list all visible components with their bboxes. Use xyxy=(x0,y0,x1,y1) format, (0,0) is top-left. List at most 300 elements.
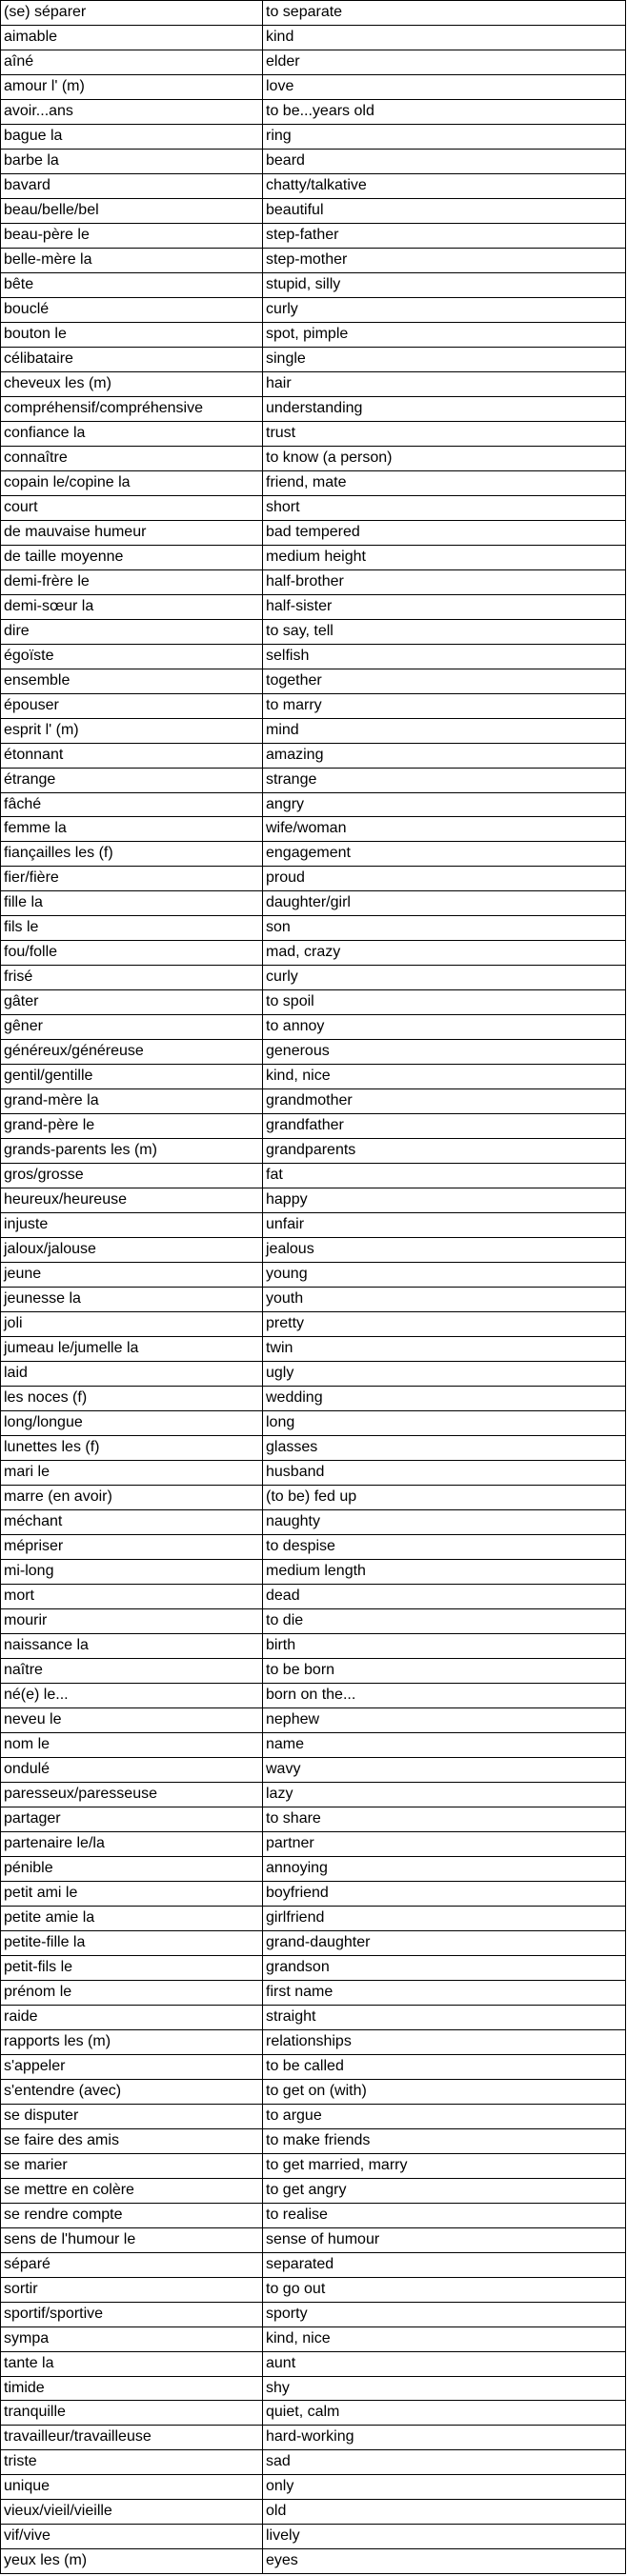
french-term-cell: bague la xyxy=(1,124,263,149)
french-term-cell: prénom le xyxy=(1,1980,263,2005)
english-translation-cell: step-mother xyxy=(263,248,626,272)
english-translation-cell: stupid, silly xyxy=(263,272,626,297)
french-term-cell: connaître xyxy=(1,446,263,470)
table-row xyxy=(1,198,626,223)
table-row xyxy=(1,1164,626,1188)
french-term-cell: lunettes les (f) xyxy=(1,1436,263,1461)
french-term-cell: demi-frère le xyxy=(1,569,263,594)
french-term-cell: sympa xyxy=(1,2326,263,2351)
table-row xyxy=(1,2029,626,2054)
english-translation-cell: daughter/girl xyxy=(263,891,626,916)
table-row xyxy=(1,421,626,446)
table-row xyxy=(1,1263,626,1288)
french-term-cell: petite-fille la xyxy=(1,1930,263,1955)
english-translation-cell: youth xyxy=(263,1288,626,1312)
table-row xyxy=(1,2252,626,2277)
english-translation-cell: kind, nice xyxy=(263,1065,626,1089)
french-term-cell: naissance la xyxy=(1,1633,263,1658)
table-row xyxy=(1,1411,626,1436)
french-term-cell: fiançailles les (f) xyxy=(1,842,263,867)
french-term-cell: se faire des amis xyxy=(1,2128,263,2153)
table-row xyxy=(1,149,626,173)
french-term-cell: aîné xyxy=(1,50,263,74)
english-translation-cell: friend, mate xyxy=(263,470,626,495)
table-row xyxy=(1,1658,626,1683)
french-term-cell: joli xyxy=(1,1312,263,1337)
french-term-cell: jumeau le/jumelle la xyxy=(1,1337,263,1362)
table-row xyxy=(1,1387,626,1411)
table-row xyxy=(1,2376,626,2401)
table-row xyxy=(1,2525,626,2549)
table-row xyxy=(1,891,626,916)
table-row xyxy=(1,1856,626,1881)
english-translation-cell: to share xyxy=(263,1807,626,1831)
english-translation-cell: ring xyxy=(263,124,626,149)
french-term-cell: marre (en avoir) xyxy=(1,1486,263,1510)
english-translation-cell: kind, nice xyxy=(263,2326,626,2351)
english-translation-cell: dead xyxy=(263,1585,626,1609)
table-row xyxy=(1,1707,626,1732)
french-term-cell: belle-mère la xyxy=(1,248,263,272)
english-translation-cell: bad tempered xyxy=(263,520,626,545)
french-term-cell: unique xyxy=(1,2475,263,2500)
table-row xyxy=(1,2426,626,2450)
table-row xyxy=(1,1362,626,1387)
english-translation-cell: relationships xyxy=(263,2029,626,2054)
table-row xyxy=(1,446,626,470)
french-term-cell: fier/fière xyxy=(1,867,263,891)
english-translation-cell: chatty/talkative xyxy=(263,173,626,198)
english-translation-cell: sporty xyxy=(263,2302,626,2326)
english-translation-cell: to separate xyxy=(263,1,626,26)
english-translation-cell: sad xyxy=(263,2450,626,2475)
table-row xyxy=(1,1683,626,1707)
english-translation-cell: half-sister xyxy=(263,594,626,619)
english-translation-cell: to be born xyxy=(263,1658,626,1683)
table-row xyxy=(1,1213,626,1238)
english-translation-cell: unfair xyxy=(263,1213,626,1238)
english-translation-cell: engagement xyxy=(263,842,626,867)
french-term-cell: mi-long xyxy=(1,1560,263,1585)
table-row xyxy=(1,569,626,594)
table-row xyxy=(1,1585,626,1609)
table-row xyxy=(1,2475,626,2500)
english-translation-cell: birth xyxy=(263,1633,626,1658)
english-translation-cell: mad, crazy xyxy=(263,941,626,966)
english-translation-cell: only xyxy=(263,2475,626,2500)
french-term-cell: fâché xyxy=(1,792,263,817)
english-translation-cell: young xyxy=(263,1263,626,1288)
french-term-cell: de taille moyenne xyxy=(1,545,263,569)
french-term-cell: tranquille xyxy=(1,2401,263,2426)
english-translation-cell: hair xyxy=(263,371,626,396)
english-translation-cell: to get married, marry xyxy=(263,2153,626,2178)
french-term-cell: petit-fils le xyxy=(1,1955,263,1980)
table-row xyxy=(1,2128,626,2153)
table-row xyxy=(1,371,626,396)
english-translation-cell: mind xyxy=(263,718,626,743)
table-row xyxy=(1,966,626,990)
table-row xyxy=(1,520,626,545)
french-term-cell: bavard xyxy=(1,173,263,198)
english-translation-cell: jealous xyxy=(263,1238,626,1263)
table-row xyxy=(1,2079,626,2104)
english-translation-cell: to get on (with) xyxy=(263,2079,626,2104)
english-translation-cell: to annoy xyxy=(263,1015,626,1040)
french-term-cell: partager xyxy=(1,1807,263,1831)
french-term-cell: gêner xyxy=(1,1015,263,1040)
table-row xyxy=(1,1633,626,1658)
table-row xyxy=(1,2054,626,2079)
table-row xyxy=(1,2302,626,2326)
english-translation-cell: to argue xyxy=(263,2104,626,2128)
french-term-cell: se mettre en colère xyxy=(1,2178,263,2203)
french-term-cell: généreux/généreuse xyxy=(1,1040,263,1065)
french-term-cell: barbe la xyxy=(1,149,263,173)
french-term-cell: rapports les (m) xyxy=(1,2029,263,2054)
table-row xyxy=(1,1732,626,1757)
english-translation-cell: selfish xyxy=(263,644,626,669)
table-row xyxy=(1,718,626,743)
table-row xyxy=(1,2005,626,2029)
table-row xyxy=(1,74,626,99)
french-term-cell: jaloux/jalouse xyxy=(1,1238,263,1263)
english-translation-cell: to realise xyxy=(263,2203,626,2227)
table-row xyxy=(1,1510,626,1535)
table-row xyxy=(1,2549,626,2574)
english-translation-cell: short xyxy=(263,495,626,520)
table-row xyxy=(1,2351,626,2376)
table-row xyxy=(1,1955,626,1980)
english-translation-cell: son xyxy=(263,916,626,941)
english-translation-cell: single xyxy=(263,347,626,371)
english-translation-cell: to be called xyxy=(263,2054,626,2079)
english-translation-cell: proud xyxy=(263,867,626,891)
french-term-cell: yeux les (m) xyxy=(1,2549,263,2574)
table-row xyxy=(1,743,626,768)
english-translation-cell: hard-working xyxy=(263,2426,626,2450)
french-term-cell: timide xyxy=(1,2376,263,2401)
table-row xyxy=(1,1535,626,1560)
french-term-cell: épouser xyxy=(1,693,263,718)
french-term-cell: mourir xyxy=(1,1608,263,1633)
table-row xyxy=(1,1486,626,1510)
english-translation-cell: aunt xyxy=(263,2351,626,2376)
french-term-cell: sens de l'humour le xyxy=(1,2227,263,2252)
english-translation-cell: lazy xyxy=(263,1782,626,1807)
french-term-cell: demi-sœur la xyxy=(1,594,263,619)
english-translation-cell: to be...years old xyxy=(263,99,626,124)
table-row xyxy=(1,173,626,198)
table-row xyxy=(1,1782,626,1807)
english-translation-cell: trust xyxy=(263,421,626,446)
table-row xyxy=(1,2326,626,2351)
table-row xyxy=(1,1608,626,1633)
french-term-cell: (se) séparer xyxy=(1,1,263,26)
table-row xyxy=(1,248,626,272)
english-translation-cell: understanding xyxy=(263,396,626,421)
french-term-cell: petit ami le xyxy=(1,1881,263,1906)
english-translation-cell: grandmother xyxy=(263,1089,626,1114)
english-translation-cell: happy xyxy=(263,1188,626,1213)
french-term-cell: sportif/sportive xyxy=(1,2302,263,2326)
table-row xyxy=(1,1757,626,1782)
french-term-cell: gentil/gentille xyxy=(1,1065,263,1089)
table-row xyxy=(1,842,626,867)
english-translation-cell: sense of humour xyxy=(263,2227,626,2252)
english-translation-cell: wedding xyxy=(263,1387,626,1411)
table-row xyxy=(1,1436,626,1461)
english-translation-cell: shy xyxy=(263,2376,626,2401)
english-translation-cell: beard xyxy=(263,149,626,173)
english-translation-cell: girlfriend xyxy=(263,1906,626,1930)
french-term-cell: mépriser xyxy=(1,1535,263,1560)
french-term-cell: jeunesse la xyxy=(1,1288,263,1312)
english-translation-cell: naughty xyxy=(263,1510,626,1535)
table-row xyxy=(1,1114,626,1139)
french-term-cell: fille la xyxy=(1,891,263,916)
table-row xyxy=(1,223,626,248)
english-translation-cell: to get angry xyxy=(263,2178,626,2203)
english-translation-cell: straight xyxy=(263,2005,626,2029)
english-translation-cell: together xyxy=(263,669,626,693)
vocabulary-table-body xyxy=(1,1,626,2574)
table-row xyxy=(1,1015,626,1040)
french-term-cell: fou/folle xyxy=(1,941,263,966)
table-row xyxy=(1,1906,626,1930)
french-term-cell: égoïste xyxy=(1,644,263,669)
english-translation-cell: husband xyxy=(263,1461,626,1486)
french-term-cell: beau/belle/bel xyxy=(1,198,263,223)
english-translation-cell: beautiful xyxy=(263,198,626,223)
french-term-cell: méchant xyxy=(1,1510,263,1535)
table-row xyxy=(1,2277,626,2302)
english-translation-cell: lively xyxy=(263,2525,626,2549)
table-row xyxy=(1,495,626,520)
english-translation-cell: medium height xyxy=(263,545,626,569)
table-row xyxy=(1,50,626,74)
french-term-cell: grand-mère la xyxy=(1,1089,263,1114)
english-translation-cell: quiet, calm xyxy=(263,2401,626,2426)
french-term-cell: petite amie la xyxy=(1,1906,263,1930)
table-row xyxy=(1,1139,626,1164)
french-term-cell: injuste xyxy=(1,1213,263,1238)
french-term-cell: pénible xyxy=(1,1856,263,1881)
table-row xyxy=(1,941,626,966)
english-translation-cell: born on the... xyxy=(263,1683,626,1707)
french-term-cell: étonnant xyxy=(1,743,263,768)
table-row xyxy=(1,2153,626,2178)
table-row xyxy=(1,693,626,718)
table-row xyxy=(1,1188,626,1213)
english-translation-cell: grand-daughter xyxy=(263,1930,626,1955)
table-row xyxy=(1,1089,626,1114)
english-translation-cell: wife/woman xyxy=(263,817,626,842)
table-row xyxy=(1,1065,626,1089)
table-row xyxy=(1,1,626,26)
french-term-cell: grands-parents les (m) xyxy=(1,1139,263,1164)
french-term-cell: gâter xyxy=(1,990,263,1015)
french-term-cell: aimable xyxy=(1,25,263,50)
english-translation-cell: wavy xyxy=(263,1757,626,1782)
english-translation-cell: name xyxy=(263,1732,626,1757)
french-term-cell: bouclé xyxy=(1,297,263,322)
french-term-cell: nom le xyxy=(1,1732,263,1757)
english-translation-cell: kind xyxy=(263,25,626,50)
table-row xyxy=(1,1881,626,1906)
french-term-cell: beau-père le xyxy=(1,223,263,248)
english-translation-cell: grandparents xyxy=(263,1139,626,1164)
english-translation-cell: first name xyxy=(263,1980,626,2005)
english-translation-cell: fat xyxy=(263,1164,626,1188)
french-term-cell: naître xyxy=(1,1658,263,1683)
french-term-cell: sortir xyxy=(1,2277,263,2302)
table-row xyxy=(1,1980,626,2005)
french-term-cell: avoir...ans xyxy=(1,99,263,124)
french-term-cell: laid xyxy=(1,1362,263,1387)
french-term-cell: confiance la xyxy=(1,421,263,446)
table-row xyxy=(1,644,626,669)
table-row xyxy=(1,817,626,842)
french-term-cell: raide xyxy=(1,2005,263,2029)
english-translation-cell: love xyxy=(263,74,626,99)
english-translation-cell: annoying xyxy=(263,1856,626,1881)
french-term-cell: tante la xyxy=(1,2351,263,2376)
french-term-cell: se marier xyxy=(1,2153,263,2178)
table-row xyxy=(1,1238,626,1263)
english-translation-cell: glasses xyxy=(263,1436,626,1461)
table-row xyxy=(1,619,626,644)
french-term-cell: mort xyxy=(1,1585,263,1609)
table-row xyxy=(1,2178,626,2203)
english-translation-cell: eyes xyxy=(263,2549,626,2574)
english-translation-cell: boyfriend xyxy=(263,1881,626,1906)
french-term-cell: étrange xyxy=(1,768,263,792)
french-term-cell: s'entendre (avec) xyxy=(1,2079,263,2104)
french-term-cell: grand-père le xyxy=(1,1114,263,1139)
english-translation-cell: to die xyxy=(263,1608,626,1633)
table-row xyxy=(1,347,626,371)
french-term-cell: amour l' (m) xyxy=(1,74,263,99)
table-row xyxy=(1,669,626,693)
french-term-cell: frisé xyxy=(1,966,263,990)
table-row xyxy=(1,916,626,941)
french-term-cell: vieux/vieil/vieille xyxy=(1,2500,263,2525)
table-row xyxy=(1,867,626,891)
english-translation-cell: twin xyxy=(263,1337,626,1362)
table-row xyxy=(1,545,626,569)
french-term-cell: long/longue xyxy=(1,1411,263,1436)
table-row xyxy=(1,2227,626,2252)
french-term-cell: se rendre compte xyxy=(1,2203,263,2227)
french-term-cell: ondulé xyxy=(1,1757,263,1782)
english-translation-cell: medium length xyxy=(263,1560,626,1585)
english-translation-cell: angry xyxy=(263,792,626,817)
table-row xyxy=(1,768,626,792)
table-row xyxy=(1,396,626,421)
english-translation-cell: spot, pimple xyxy=(263,322,626,347)
french-term-cell: heureux/heureuse xyxy=(1,1188,263,1213)
french-term-cell: dire xyxy=(1,619,263,644)
english-translation-cell: to marry xyxy=(263,693,626,718)
french-term-cell: né(e) le... xyxy=(1,1683,263,1707)
french-term-cell: ensemble xyxy=(1,669,263,693)
english-translation-cell: to know (a person) xyxy=(263,446,626,470)
english-translation-cell: grandson xyxy=(263,1955,626,1980)
table-row xyxy=(1,1560,626,1585)
english-translation-cell: grandfather xyxy=(263,1114,626,1139)
french-term-cell: gros/grosse xyxy=(1,1164,263,1188)
english-translation-cell: to make friends xyxy=(263,2128,626,2153)
english-translation-cell: partner xyxy=(263,1831,626,1856)
table-row xyxy=(1,99,626,124)
french-term-cell: triste xyxy=(1,2450,263,2475)
table-row xyxy=(1,2401,626,2426)
table-row xyxy=(1,322,626,347)
english-translation-cell: pretty xyxy=(263,1312,626,1337)
table-row xyxy=(1,594,626,619)
french-term-cell: mari le xyxy=(1,1461,263,1486)
french-term-cell: esprit l' (m) xyxy=(1,718,263,743)
table-row xyxy=(1,2104,626,2128)
french-term-cell: les noces (f) xyxy=(1,1387,263,1411)
french-term-cell: se disputer xyxy=(1,2104,263,2128)
table-row xyxy=(1,297,626,322)
table-row xyxy=(1,272,626,297)
english-translation-cell: to go out xyxy=(263,2277,626,2302)
table-row xyxy=(1,124,626,149)
french-term-cell: vif/vive xyxy=(1,2525,263,2549)
english-translation-cell: half-brother xyxy=(263,569,626,594)
table-row xyxy=(1,470,626,495)
french-term-cell: célibataire xyxy=(1,347,263,371)
french-term-cell: de mauvaise humeur xyxy=(1,520,263,545)
english-translation-cell: to spoil xyxy=(263,990,626,1015)
english-translation-cell: long xyxy=(263,1411,626,1436)
table-row xyxy=(1,2450,626,2475)
french-term-cell: cheveux les (m) xyxy=(1,371,263,396)
english-translation-cell: (to be) fed up xyxy=(263,1486,626,1510)
french-term-cell: copain le/copine la xyxy=(1,470,263,495)
table-row xyxy=(1,990,626,1015)
table-row xyxy=(1,1831,626,1856)
french-term-cell: paresseux/paresseuse xyxy=(1,1782,263,1807)
french-term-cell: partenaire le/la xyxy=(1,1831,263,1856)
english-translation-cell: generous xyxy=(263,1040,626,1065)
english-translation-cell: curly xyxy=(263,966,626,990)
french-term-cell: jeune xyxy=(1,1263,263,1288)
english-translation-cell: to despise xyxy=(263,1535,626,1560)
english-translation-cell: amazing xyxy=(263,743,626,768)
english-translation-cell: elder xyxy=(263,50,626,74)
french-term-cell: compréhensif/compréhensive xyxy=(1,396,263,421)
english-translation-cell: strange xyxy=(263,768,626,792)
french-term-cell: séparé xyxy=(1,2252,263,2277)
table-row xyxy=(1,1807,626,1831)
table-row xyxy=(1,2203,626,2227)
english-translation-cell: ugly xyxy=(263,1362,626,1387)
english-translation-cell: step-father xyxy=(263,223,626,248)
english-translation-cell: old xyxy=(263,2500,626,2525)
english-translation-cell: separated xyxy=(263,2252,626,2277)
table-row xyxy=(1,1040,626,1065)
french-term-cell: bouton le xyxy=(1,322,263,347)
table-row xyxy=(1,1461,626,1486)
table-row xyxy=(1,792,626,817)
table-row xyxy=(1,1930,626,1955)
english-translation-cell: to say, tell xyxy=(263,619,626,644)
french-term-cell: bête xyxy=(1,272,263,297)
